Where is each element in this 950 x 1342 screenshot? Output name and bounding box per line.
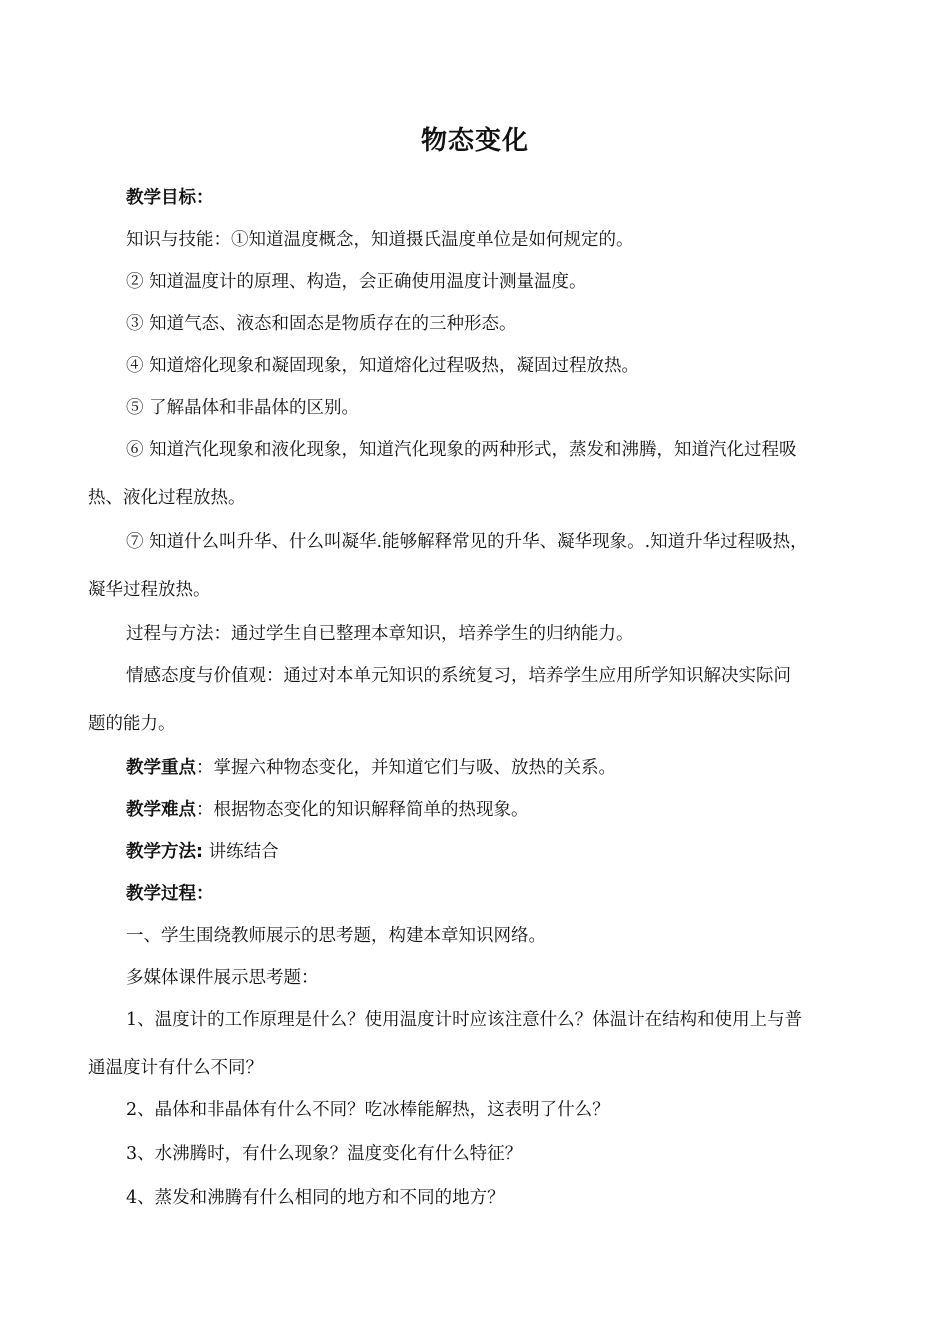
objective-3: ③ 知道气态、液态和固态是物质存在的三种形态。 bbox=[126, 314, 517, 334]
emotion-line2: 题的能力。 bbox=[88, 714, 176, 734]
question-4: 4、蒸发和沸腾有什么相同的地方和不同的地方？ bbox=[126, 1188, 505, 1208]
objective-7-line1: ⑦ 知道什么叫升华、什么叫凝华.能够解释常见的升华、凝华现象。.知道升华过程吸热， bbox=[126, 532, 808, 552]
objective-4: ④ 知道熔化现象和凝固现象，知道熔化过程吸热，凝固过程放热。 bbox=[126, 356, 640, 376]
multimedia-line: 多媒体课件展示思考题： bbox=[126, 968, 319, 988]
question-2: 2、晶体和非晶体有什么不同？吃冰棒能解热，这表明了什么？ bbox=[126, 1100, 610, 1120]
objectives-heading: 教学目标： bbox=[126, 188, 214, 208]
process-heading: 教学过程： bbox=[126, 884, 214, 904]
question-1-line1: 1、温度计的工作原理是什么？使用温度计时应该注意什么？体温计在结构和使用上与普 bbox=[126, 1010, 803, 1030]
document-title: 物态变化 bbox=[420, 126, 529, 156]
objective-2: ② 知道温度计的原理、构造，会正确使用温度计测量温度。 bbox=[126, 272, 587, 292]
key-point-label: 教学重点 bbox=[126, 758, 196, 778]
teaching-method-text: 讲练结合 bbox=[203, 842, 279, 862]
difficult-point-label: 教学难点 bbox=[126, 800, 196, 820]
difficult-point-text: ：根据物态变化的知识解释简单的热现象。 bbox=[196, 800, 529, 820]
key-point bbox=[126, 756, 878, 780]
emotion-line1: 情感态度与价值观：通过对本单元知识的系统复习，培养学生应用所学知识解决实际问 bbox=[126, 666, 791, 686]
objective-1: 知识与技能：①知道温度概念，知道摄氏温度单位是如何规定的。 bbox=[126, 230, 634, 250]
process-method: 过程与方法：通过学生自已整理本章知识，培养学生的归纳能力。 bbox=[126, 624, 634, 644]
step-1: 一、学生围绕教师展示的思考题，构建本章知识网络。 bbox=[126, 926, 546, 946]
difficult-point bbox=[126, 798, 878, 822]
teaching-method bbox=[126, 840, 878, 864]
teaching-method-label: 教学方法: bbox=[126, 842, 203, 862]
question-1-line2: 通温度计有什么不同？ bbox=[88, 1058, 263, 1078]
objective-6-line2: 热、液化过程放热。 bbox=[88, 488, 246, 508]
objective-5: ⑤ 了解晶体和非晶体的区别。 bbox=[126, 398, 360, 418]
objective-6-line1: ⑥ 知道汽化现象和液化现象，知道汽化现象的两种形式，蒸发和沸腾，知道汽化过程吸 bbox=[126, 440, 797, 460]
question-3: 3、水沸腾时，有什么现象？温度变化有什么特征？ bbox=[126, 1144, 523, 1164]
objective-7-line2: 凝华过程放热。 bbox=[88, 580, 211, 600]
key-point-text: ：掌握六种物态变化，并知道它们与吸、放热的关系。 bbox=[196, 758, 616, 778]
